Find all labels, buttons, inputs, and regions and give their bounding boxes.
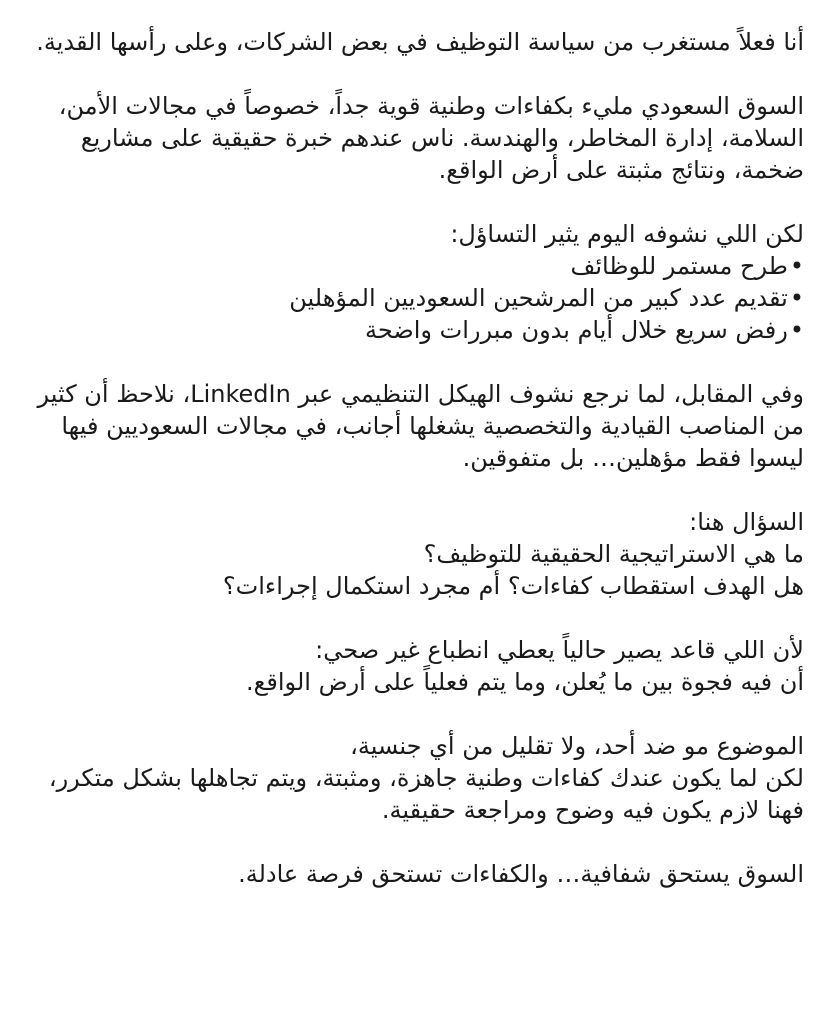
paragraph-clarification [14,730,804,826]
observations-list [14,250,804,346]
paragraph-observations [14,218,804,346]
impression-line: لأن اللي قاعد يصير حالياً يعطي انطباع غير صحي: [315,636,804,664]
list-item: • طرح مستمر للوظائف [14,250,804,282]
paragraph-market: السوق السعودي مليء بكفاءات وطنية قوية جداً، خصوصاً في مجالات الأمن، السلامة، إدارة المخاطر، والهندسة. ناس عندهم خبرة حقيقية على مشاريع ضخمة، ونتائج مثبتة على أرض الواقع. [58,92,804,184]
observations-intro: لكن اللي نشوفه اليوم يثير التساؤل: [450,220,804,248]
paragraph-conclusion: السوق يستحق شفافية… والكفاءات تستحق فرصة عادلة. [238,860,804,888]
clarification-line: فهنا لازم يكون فيه وضوح ومراجعة حقيقية. [381,796,804,824]
list-item: • رفض سريع خلال أيام بدون مبررات واضحة [14,314,804,346]
question-line: السؤال هنا: [689,508,804,536]
question-line: هل الهدف استقطاب كفاءات؟ أم مجرد استكمال إجراءات؟ [222,572,804,600]
paragraph-linkedin: وفي المقابل، لما نرجع نشوف الهيكل التنظيمي عبر LinkedIn، نلاحظ أن كثير من المناصب القيادية والتخصصية يشغلها أجانب، في مجالات السعوديين فيها ليسوا فقط مؤهلين… بل متفوقين. [37,380,804,472]
clarification-line: لكن لما يكون عندك كفاءات وطنية جاهزة، ومثبتة، ويتم تجاهلها بشكل متكرر، [48,764,804,792]
list-item: • تقديم عدد كبير من المرشحين السعوديين المؤهلين [14,282,804,314]
post-body [14,26,804,890]
paragraph-intro: أنا فعلاً مستغرب من سياسة التوظيف في بعض الشركات، وعلى رأسها القدية. [36,28,804,56]
paragraph-impression [14,634,804,698]
question-line: ما هي الاستراتيجية الحقيقية للتوظيف؟ [423,540,804,568]
impression-line: أن فيه فجوة بين ما يُعلن، وما يتم فعلياً على أرض الواقع. [246,668,804,696]
paragraph-question [14,506,804,602]
clarification-line: الموضوع مو ضد أحد، ولا تقليل من أي جنسية، [350,732,804,760]
